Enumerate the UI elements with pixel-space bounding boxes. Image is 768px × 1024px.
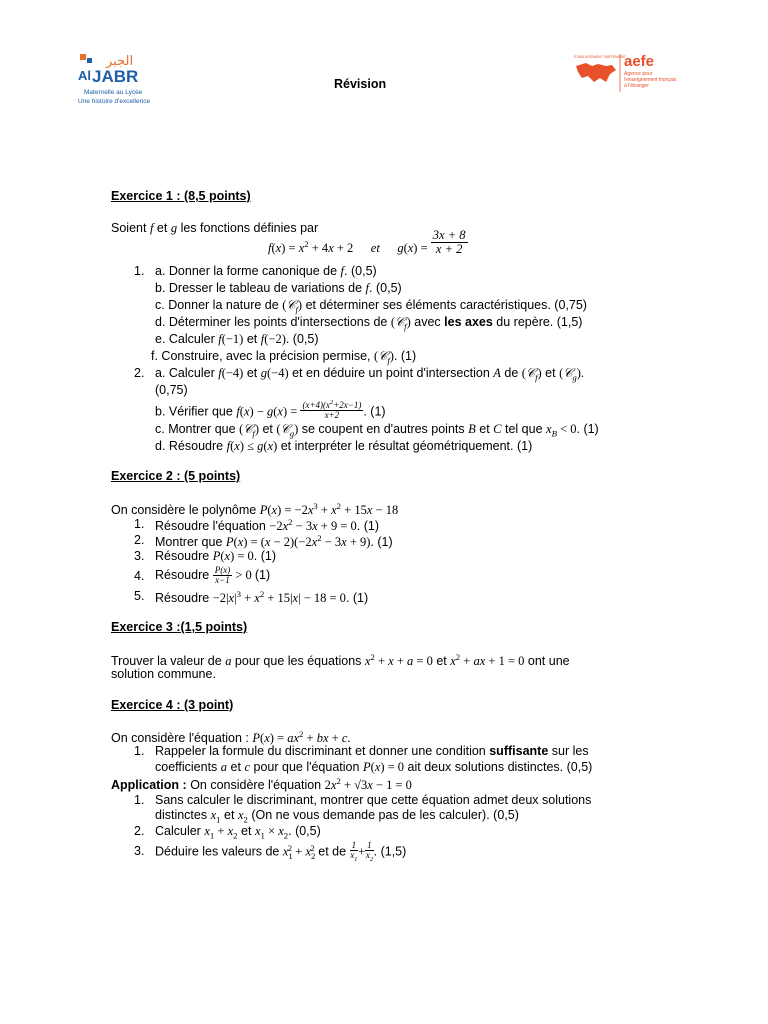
al-jabr-logo (78, 52, 168, 108)
ex2-q4-number: 4. (134, 569, 145, 583)
logo-jabr: JABR (92, 67, 139, 86)
ex2-q3: Résoudre P(x) = 0. (1) (155, 549, 277, 563)
logo-line1: Maternelle au Lycée (84, 89, 143, 96)
ex4-a3: Déduire les valeurs de $x_1^2 + x_2^2$ et de $\frac{1}{x_1}$ + $\frac{1}{x_2}$ . (1,5) (155, 840, 407, 864)
logo-line2: Une histoire d'excellence (78, 98, 151, 105)
ex2-q1-number: 1. (134, 517, 145, 531)
ex4-q1-line1: Rappeler la formule du discriminant et donner une condition suffisante sur les (155, 744, 589, 758)
ex4-application: Application : On considère l'équation $2x^2 + √3x - 1 = 0$ (111, 776, 412, 793)
ex2-q5: Résoudre $-2|x|^3 + x^2 + 15|x| - 18 = 0$. (1) (155, 589, 369, 606)
world-map-icon (576, 63, 616, 82)
ex2-q3-number: 3. (134, 549, 145, 563)
ex1-definitions: $f(x) = x^2 + 4x + 2$ et g(x) = $\frac{3x + 8}{x + 2}$ (268, 228, 466, 257)
aefe-small: ÉTABLISSEMENT PARTENAIRE (574, 55, 626, 59)
al-jabr-logo-graphic (78, 52, 168, 108)
ex1-q2d: d. Résoudre f(x) ≤ g(x) et interpréter le résultat géométriquement. (1) (155, 439, 533, 453)
ex1-q2-number: 2. (134, 366, 145, 380)
logo-al: Al (78, 68, 91, 83)
ex1-q1a: a. Donner la forme canonique de f. (0,5) (155, 264, 377, 278)
ex4-intro: On considère l'équation : $P(x) = ax^2$ + bx + c. (111, 729, 351, 746)
ex4-a1-line2: distinctes $x_1$ et $x_2$ (On ne vous demande pas de les calculer). (0,5) (155, 808, 519, 825)
ex1-q1d: d. Déterminer les points d'intersections de (𝒞$_f$) avec les axes du repère. (1,5) (155, 315, 583, 332)
aefe-logo-graphic (572, 52, 692, 96)
ex2-title: Exercice 2 : (5 points) (111, 469, 241, 483)
ex1-q2b: b. Vérifier que f(x) − g(x) = $\frac{(x+4)(x^2+2x-1)}{x+2}$ . (1) (155, 399, 386, 421)
ex3-line2: solution commune. (111, 667, 216, 681)
aefe-logo (572, 52, 692, 96)
ex4-a2-number: 2. (134, 824, 145, 838)
ex4-a2: Calculer $x_1 + x_2$ et $x_1 \times x_2$. (0,5) (155, 824, 321, 841)
ex2-q2-number: 2. (134, 533, 145, 547)
ex4-q1-line2: coefficients a et c pour que l'équation P(x) = 0 ait deux solutions distinctes. (0,5) (155, 760, 593, 774)
logo-arabic: الجبر (106, 54, 134, 69)
ex1-q1f: f. Construire, avec la précision permise, (𝒞$_f$). (1) (151, 349, 417, 366)
ex1-title: Exercice 1 : (8,5 points) (111, 189, 251, 203)
ex2-intro: On considère le polynôme $P(x) = -2x^3 + x^2 + 15x - 18$ (111, 501, 399, 518)
ex1-q2a-points: (0,75) (155, 383, 188, 397)
ex1-q1c: c. Donner la nature de (𝒞$_f$) et déterminer ses éléments caractéristiques. (0,75) (155, 298, 587, 315)
aefe-brand: aefe (624, 53, 655, 70)
ex3-title: Exercice 3 :(1,5 points) (111, 620, 248, 634)
ex1-q1-number: 1. (134, 264, 145, 278)
aefe-agency3: à l'étranger (624, 83, 649, 89)
ex2-q5-number: 5. (134, 589, 145, 603)
ex4-a1-number: 1. (134, 793, 145, 807)
ex2-q4: Résoudre $\frac{P(x)}{x-1}$ > 0 (1) (155, 565, 271, 586)
ex2-q1: Résoudre l'équation $-2x^2 - 3x + 9 = 0$. (1) (155, 517, 380, 534)
ex1-q1e: e. Calculer f(−1) et f(−2). (0,5) (155, 332, 319, 346)
ex3-line1: Trouver la valeur de a pour que les équations $x^2 + x + a = 0$ et $x^2$ + ax + 1 = 0 ont une (111, 652, 570, 669)
ex2-q2: Montrer que $P(x) = (x - 2)(-2x^2 - 3x + 9)$. (1) (155, 533, 393, 550)
ex1-q1b: b. Dresser le tableau de variations de f. (0,5) (155, 281, 402, 295)
ex4-q1-number: 1. (134, 744, 145, 758)
ex4-a1-line1: Sans calculer le discriminant, montrer que cette équation admet deux solutions (155, 793, 592, 807)
ex4-title: Exercice 4 : (3 point) (111, 698, 234, 712)
ex1-q2c: c. Montrer que (𝒞$_f$) et (𝒞$_g$) se coupent en d'autres points B et C tel que $x_B < 0$. (1) (155, 422, 599, 439)
ex4-a3-number: 3. (134, 844, 145, 858)
ex1-q2a: a. Calculer f(−4) et g(−4) et en déduire un point d'intersection A de (𝒞$_f$) et (𝒞$_g$). (155, 366, 585, 383)
aefe-agency1: Agence pour (624, 71, 653, 77)
page-title: Révision (334, 77, 387, 91)
aefe-agency2: l'enseignement français (624, 77, 677, 83)
ex1-intro: Soient f et g les fonctions définies par (111, 221, 319, 235)
